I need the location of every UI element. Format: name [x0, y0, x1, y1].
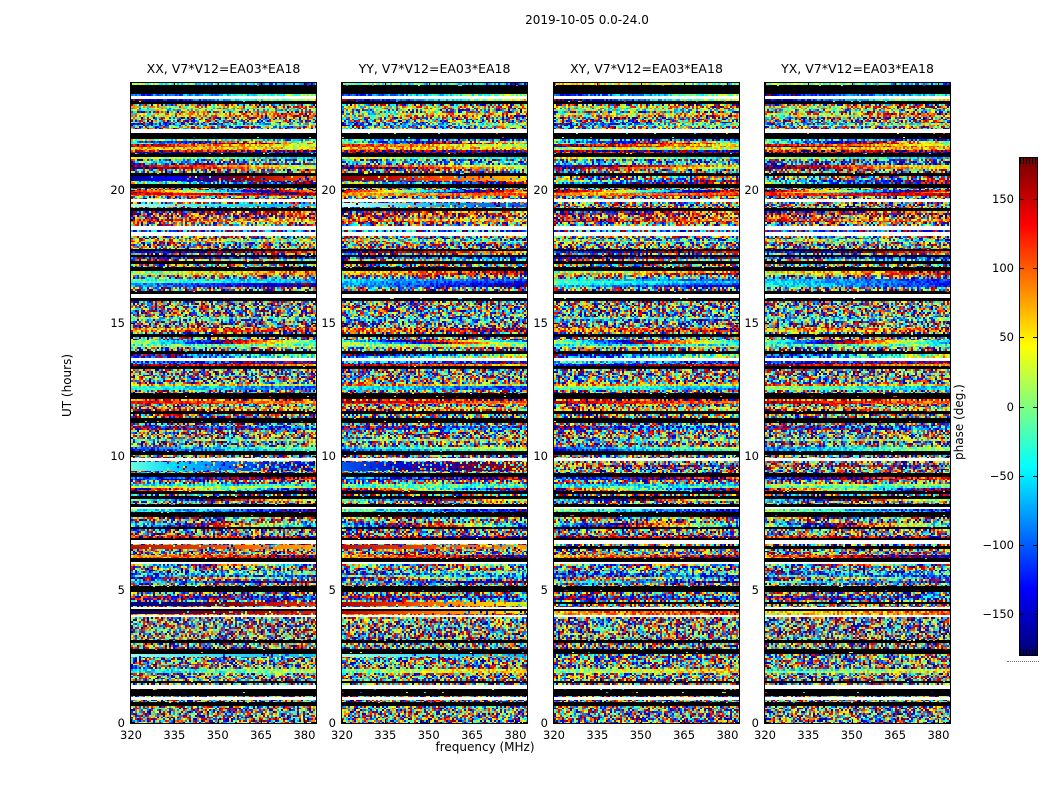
figure-title: 2019-10-05 0.0-24.0: [525, 13, 649, 27]
x-tick-label: 320: [120, 728, 142, 742]
colorbar-tick-label: −100: [982, 537, 1014, 552]
colorbar-tick-mark: [1033, 268, 1037, 269]
subplot-yx-title: YX, V7*V12=EA03*EA18: [781, 61, 934, 76]
x-tick-label: 335: [797, 728, 820, 742]
heatmap-xx: [131, 83, 316, 723]
y-tick-label: 10: [321, 449, 336, 464]
y-tick-label: 20: [533, 182, 548, 197]
colorbar-tick-mark: [1033, 476, 1037, 477]
y-axis-label: UT (hours): [60, 353, 74, 417]
colorbar-tick-mark: [1020, 614, 1024, 615]
y-tick-label: 0: [540, 716, 548, 730]
x-tick-label: 335: [374, 728, 397, 742]
y-tick-label: 15: [321, 316, 336, 330]
x-tick-label: 380: [293, 728, 316, 742]
colorbar-tick-label: −50: [989, 468, 1014, 483]
colorbar-tick-label: 150: [992, 192, 1014, 207]
y-tick-label: 5: [540, 582, 548, 597]
colorbar-extend-top: [1020, 158, 1037, 164]
x-tick-label: 320: [543, 728, 565, 742]
y-tick-label: 10: [110, 449, 125, 464]
subplot-xy-title: XY, V7*V12=EA03*EA18: [570, 61, 723, 76]
heatmap-xy: [554, 83, 739, 723]
x-axis-label: frequency (MHz): [435, 740, 535, 754]
x-tick-label: 350: [629, 728, 652, 742]
x-tick-label: 320: [754, 728, 776, 742]
colorbar-tick-mark: [1020, 545, 1024, 546]
y-tick-label: 0: [751, 716, 759, 730]
x-tick-label: 365: [250, 728, 273, 742]
y-tick-label: 0: [117, 716, 125, 730]
heatmap-yy: [342, 83, 527, 723]
y-tick-label: 20: [744, 182, 759, 197]
y-tick-label: 5: [117, 582, 125, 597]
x-tick-label: 335: [586, 728, 609, 742]
colorbar-tick-mark: [1033, 614, 1037, 615]
subplot-yy-title: YY, V7*V12=EA03*EA18: [358, 61, 511, 76]
colorbar-tick-mark: [1020, 268, 1024, 269]
colorbar-extend-bottom: [1020, 649, 1037, 655]
x-tick-label: 350: [417, 728, 440, 742]
x-tick-label: 365: [884, 728, 907, 742]
colorbar-tick-label: 0: [1006, 399, 1014, 414]
colorbar-tick-mark: [1033, 199, 1037, 200]
x-tick-label: 365: [673, 728, 696, 742]
y-tick-label: 5: [328, 582, 336, 597]
y-tick-label: 10: [744, 449, 759, 464]
x-tick-label: 380: [716, 728, 739, 742]
x-tick-label: 320: [331, 728, 353, 742]
x-tick-label: 335: [163, 728, 186, 742]
subplot-yx: [764, 61, 951, 724]
colorbar-tick-label: −150: [982, 606, 1014, 621]
colorbar-underline-dots: [1007, 661, 1039, 663]
y-tick-label: 20: [321, 182, 336, 197]
colorbar-tick-mark: [1033, 545, 1037, 546]
y-tick-label: 5: [751, 582, 759, 597]
colorbar-tick-mark: [1033, 337, 1037, 338]
colorbar-tick-mark: [1020, 407, 1024, 408]
x-tick-label: 350: [840, 728, 863, 742]
y-tick-label: 10: [533, 449, 548, 464]
colorbar-label: phase (deg.): [952, 384, 966, 460]
subplot-xy: [553, 61, 740, 724]
subplot-xx-title: XX, V7*V12=EA03*EA18: [146, 61, 301, 76]
colorbar-tick-mark: [1020, 199, 1024, 200]
x-tick-label: 380: [927, 728, 950, 742]
y-tick-label: 15: [533, 316, 548, 330]
y-tick-label: 15: [110, 316, 125, 330]
colorbar-tick-label: 100: [992, 261, 1014, 276]
heatmap-yx: [765, 83, 950, 723]
colorbar-tick-mark: [1020, 337, 1024, 338]
y-tick-label: 15: [744, 316, 759, 330]
x-tick-label: 380: [504, 728, 527, 742]
y-tick-label: 0: [328, 716, 336, 730]
x-tick-label: 350: [206, 728, 229, 742]
colorbar-tick-mark: [1020, 476, 1024, 477]
colorbar-tick-mark: [1033, 407, 1037, 408]
y-tick-label: 20: [110, 182, 125, 197]
subplot-xx: [130, 61, 317, 724]
subplot-yy: [341, 61, 528, 724]
colorbar-tick-label: 50: [999, 330, 1014, 345]
x-tick-label: 365: [461, 728, 484, 742]
